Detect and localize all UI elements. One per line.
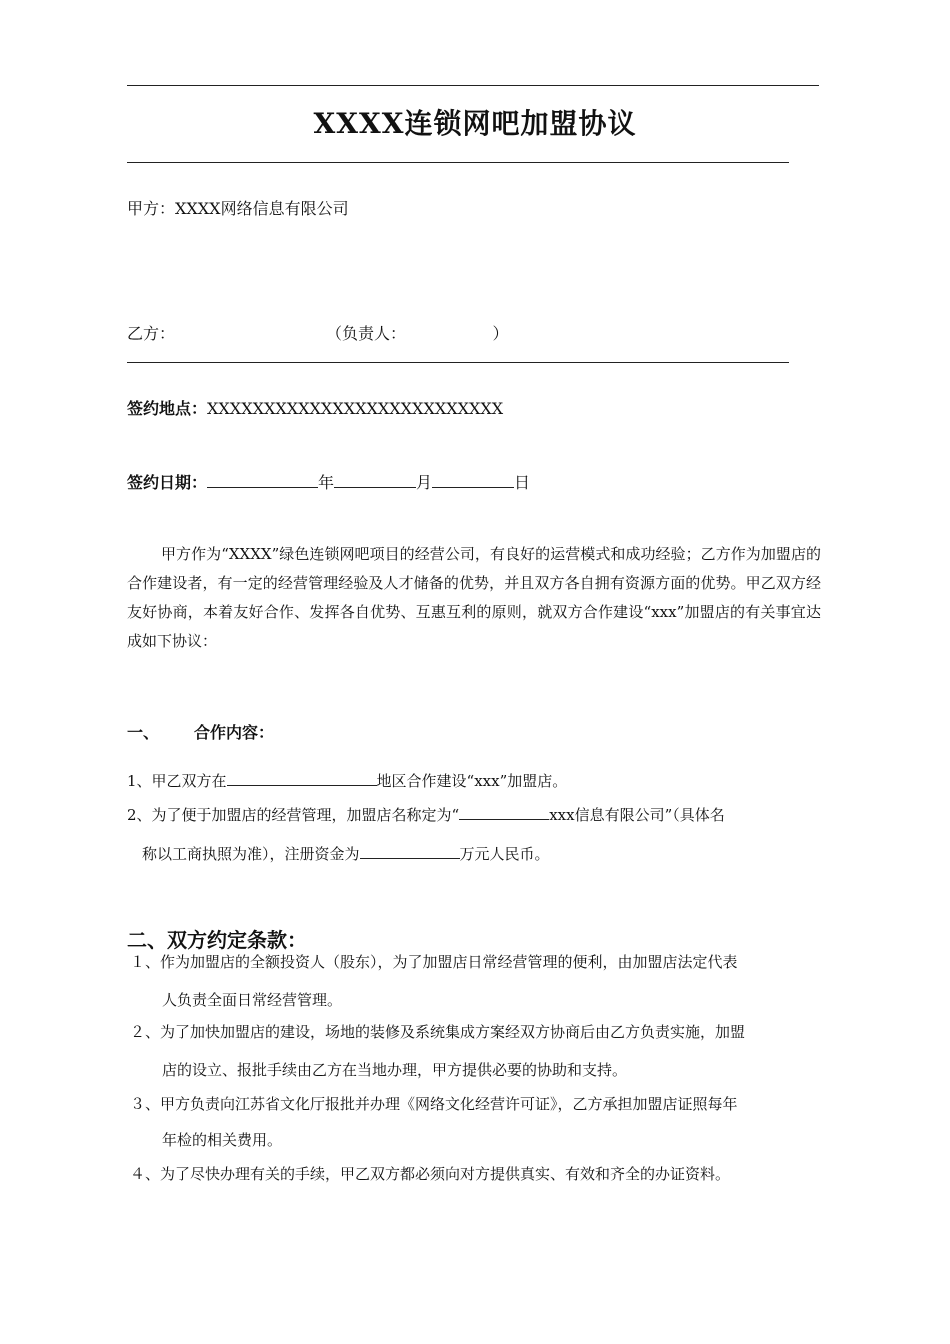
clause-4-line1: ４、为了尽快办理有关的手续，甲乙双方都必须向对方提供真实、有效和齐全的办证资料。 (130, 1165, 731, 1183)
section1-item2-line1 (127, 803, 725, 825)
section1-heading: 合作内容： (194, 723, 275, 742)
clause-1-line2: 人负责全面日常经营管理。 (162, 991, 343, 1009)
sign-date-label: 签约日期： (127, 473, 208, 492)
section1-number: 一、 (127, 723, 160, 742)
party-b-rule (127, 362, 789, 363)
item2-text-b: xxx信息有限公司”（具体名 (549, 806, 725, 824)
top-rule (127, 85, 819, 86)
store-name-blank (459, 803, 549, 820)
region-blank (227, 769, 377, 786)
date-month: 月 (416, 473, 433, 492)
clause-2-line1: ２、为了加快加盟店的建设，场地的装修及系统集成方案经双方协商后由乙方负责实施，加盟 (130, 1023, 746, 1041)
date-day: 日 (514, 473, 531, 492)
date-year: 年 (318, 473, 335, 492)
item2-text-d: 万元人民币。 (459, 845, 550, 863)
clause-3-line2: 年检的相关费用。 (162, 1131, 283, 1149)
clause-3-line1: ３、甲方负责向江苏省文化厅报批并办理《网络文化经营许可证》，乙方承担加盟店证照每年 (130, 1095, 738, 1113)
item2-text-c: 称以工商执照为准），注册资金为 (142, 845, 360, 863)
title-underline (127, 162, 789, 163)
day-blank (432, 471, 514, 488)
sign-place-label: 签约地点： (127, 399, 208, 418)
section1-item2-line2 (142, 842, 550, 864)
month-blank (334, 471, 416, 488)
year-blank (207, 471, 318, 488)
item2-text-a: 2、为了便于加盟店的经营管理，加盟店名称定为“ (127, 806, 460, 824)
party-b-contact: （负责人： ） (326, 324, 509, 343)
capital-blank (360, 842, 460, 859)
sign-place-value: XXXXXXXXXXXXXXXXXXXXXXXXXX (207, 399, 504, 418)
section2-heading: 二、双方约定条款： (127, 928, 307, 952)
item1-text-a: 1、甲乙双方在 (127, 772, 227, 790)
party-a: 甲方：XXXX网络信息有限公司 (127, 199, 349, 218)
section1-item1 (127, 769, 567, 791)
sign-place (127, 396, 503, 419)
sign-date (127, 470, 530, 493)
intro-paragraph: 甲方作为“XXXX”绿色连锁网吧项目的经营公司，有良好的运营模式和成功经验；乙方作为加盟店的合作建设者，有一定的经营管理经验及人才储备的优势，并且双方各自拥有资源方面的优势。甲乙双方经友好协商，本着友好合作、发挥各自优势、互惠互利的原则，就双方合作建设“xxx”加盟店的有关事宜达成如下协议： (127, 545, 821, 650)
item1-text-b: 地区合作建设“xxx”加盟店。 (376, 772, 568, 790)
party-b-label: 乙方： (127, 324, 176, 343)
clause-2-line2: 店的设立、报批手续由乙方在当地办理，甲方提供必要的协助和支持。 (162, 1061, 628, 1079)
clause-1-line1: １、作为加盟店的全额投资人（股东），为了加盟店日常经营管理的便利，由加盟店法定代表 (130, 953, 738, 971)
document-title: XXXX连锁网吧加盟协议 (313, 107, 637, 140)
